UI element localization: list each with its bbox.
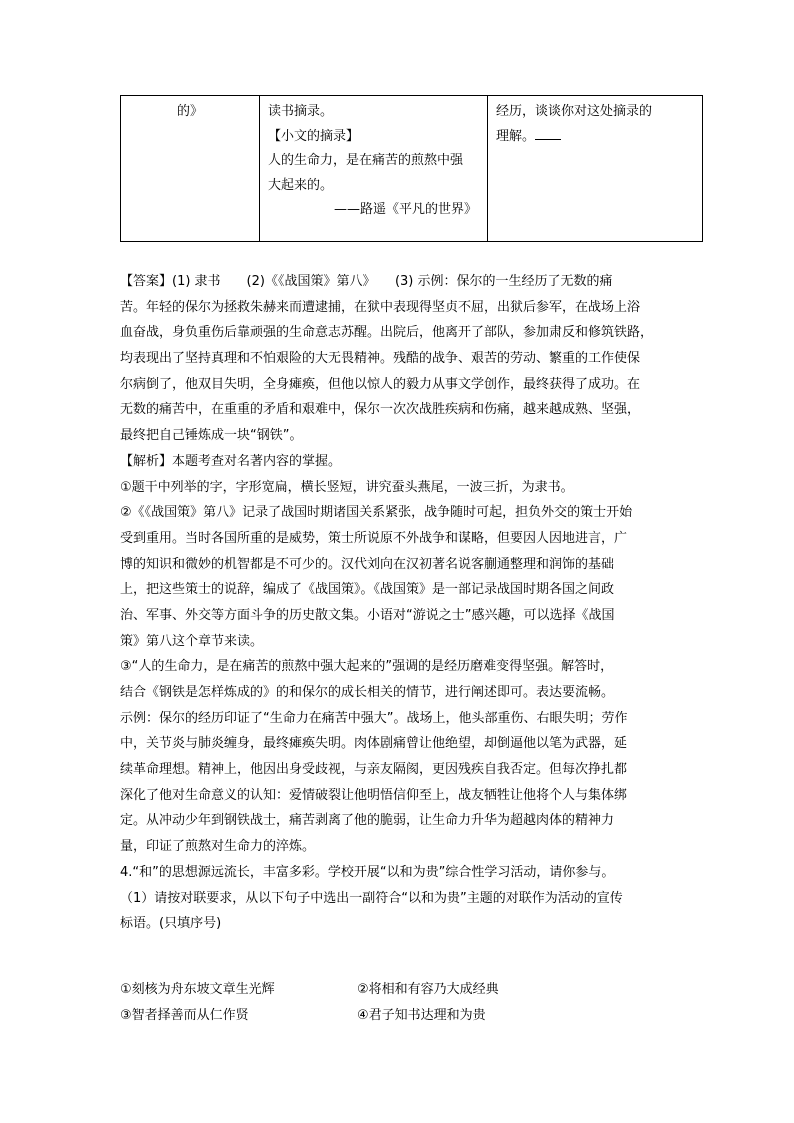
text-line: 受到重用。当时各国所重的是威势，策士所说原不外战争和谋略，但要因人因地进言，广 [120,530,628,546]
option-3: ③智者择善而从仁作贤 [120,1007,249,1023]
text-line: 深化了他对生命意义的认知：爱情破裂让他明悟信仰至上，战友牺牲让他将个人与集体绑 [120,787,628,803]
option-2: ②将相和有容乃大成经典 [357,982,499,997]
text-line: 【答案】(1) 隶书 (2)《《战国策》第八》 (3) 示例：保尔的一生经历了无数的痛 [120,274,613,289]
text-line: 标语。(只填序号) [120,916,222,932]
text-line: 中，关节炎与肺炎缠身，最终瘫痪失明。肉体剧痛曾让他绝望，却倒逼他以笔为武器，延 [120,736,628,752]
table-cell-excerpt: 读书摘录。 【小文的摘录】 人的生命力，是在痛苦的煎熬中强 大起来的。 ——路遥《平凡的世界》 [268,104,477,217]
text-line: 定。从冲动少年到钢铁战士，痛苦剥离了他的脆弱，让生命力升华为超越肉体的精神力 [120,813,615,829]
text-line: ①题干中列举的字，字形宽扁，横长竖短，讲究蚕头燕尾，一波三折，为隶书。 [120,479,574,495]
options-list [120,977,710,1028]
text-line: 示例：保尔的经历印证了“生命力在痛苦中强大”。战场上，他头部重伤、右眼失明；劳作 [120,710,628,726]
text-line: 血奋战，身负重伤后靠顽强的生命意志苏醒。出院后，他离开了部队，参加肃反和修筑铁路， [120,325,654,341]
text-line: 量，印证了煎熬对生命力的淬炼。 [120,839,316,855]
answer-blank[interactable] [535,127,561,140]
text-line: 博的知识和微妙的机智都是不可少的。汉代刘向在汉初著名说客蒯通整理和润饰的基础 [120,556,615,572]
text-line: 【解析】本题考查对名著内容的掌握。 [120,453,342,469]
table-cell-book: 的》 [176,104,203,119]
answer-analysis-text [120,269,710,937]
text-line: 苦。年轻的保尔为拯救朱赫来而遭逮捕，在狱中表现得坚贞不屈，出狱后参军，在战场上浴 [120,299,641,315]
table-divider [487,96,488,241]
table-cell-question: 经历，谈谈你对这处摘录的 理解。 [496,104,653,144]
text-line: 结合《钢铁是怎样炼成的》的和保尔的成长相关的情节，进行阐述即可。表达要流畅。 [120,685,615,700]
text-line: ③“人的生命力，是在痛苦的煎熬中强大起来的”强调的是经历磨难变得坚强。解答时， [120,659,614,675]
text-line: ②《《战国策》第八》记录了战国时期诸国关系紧张，战争随时可起，担负外交的策士开始 [120,505,633,521]
text-line: 均表现出了坚持真理和不怕艰险的大无畏精神。残酷的战争、艰苦的劳动、繁重的工作使保 [120,351,641,367]
table-divider [259,96,260,241]
text-line: 尔病倒了，他双目失明，全身瘫痪，但他以惊人的毅力从事文学创作，最终获得了成功。在 [120,376,641,392]
text-line: 治、军事、外交等方面斗争的历史散文集。小语对“游说之士”感兴趣，可以选择《战国 [120,607,615,623]
reading-table [120,95,703,242]
text-line: 策》第八这个章节来读。 [120,633,264,649]
text-line: 无数的痛苦中，在重重的矛盾和艰难中，保尔一次次战胜疾病和伤痛，越来越成熟、坚强， [120,402,641,418]
text-line: 最终把自己锤炼成一块“钢铁”。 [120,428,303,444]
option-4: ④君子知书达理和为贵 [357,1007,486,1023]
text-line: 续革命理想。精神上，他因出身受歧视，与亲友隔阂，更因残疾自我否定。但每次挣扎都 [120,762,628,778]
text-line: 4.“和”的思想源远流长，丰富多彩。学校开展“以和为贵”综合性学习活动，请你参与。 [120,864,615,880]
option-1: ①刻核为舟东坡文章生光辉 [120,982,275,997]
text-line: 上，把这些策士的说辞，编成了《战国策》。《战国策》是一部记录战国时期各国之间政 [120,582,615,598]
text-line: （1）请按对联要求，从以下句子中选出一副符合“以和为贵”主题的对联作为活动的宣传 [120,890,623,906]
